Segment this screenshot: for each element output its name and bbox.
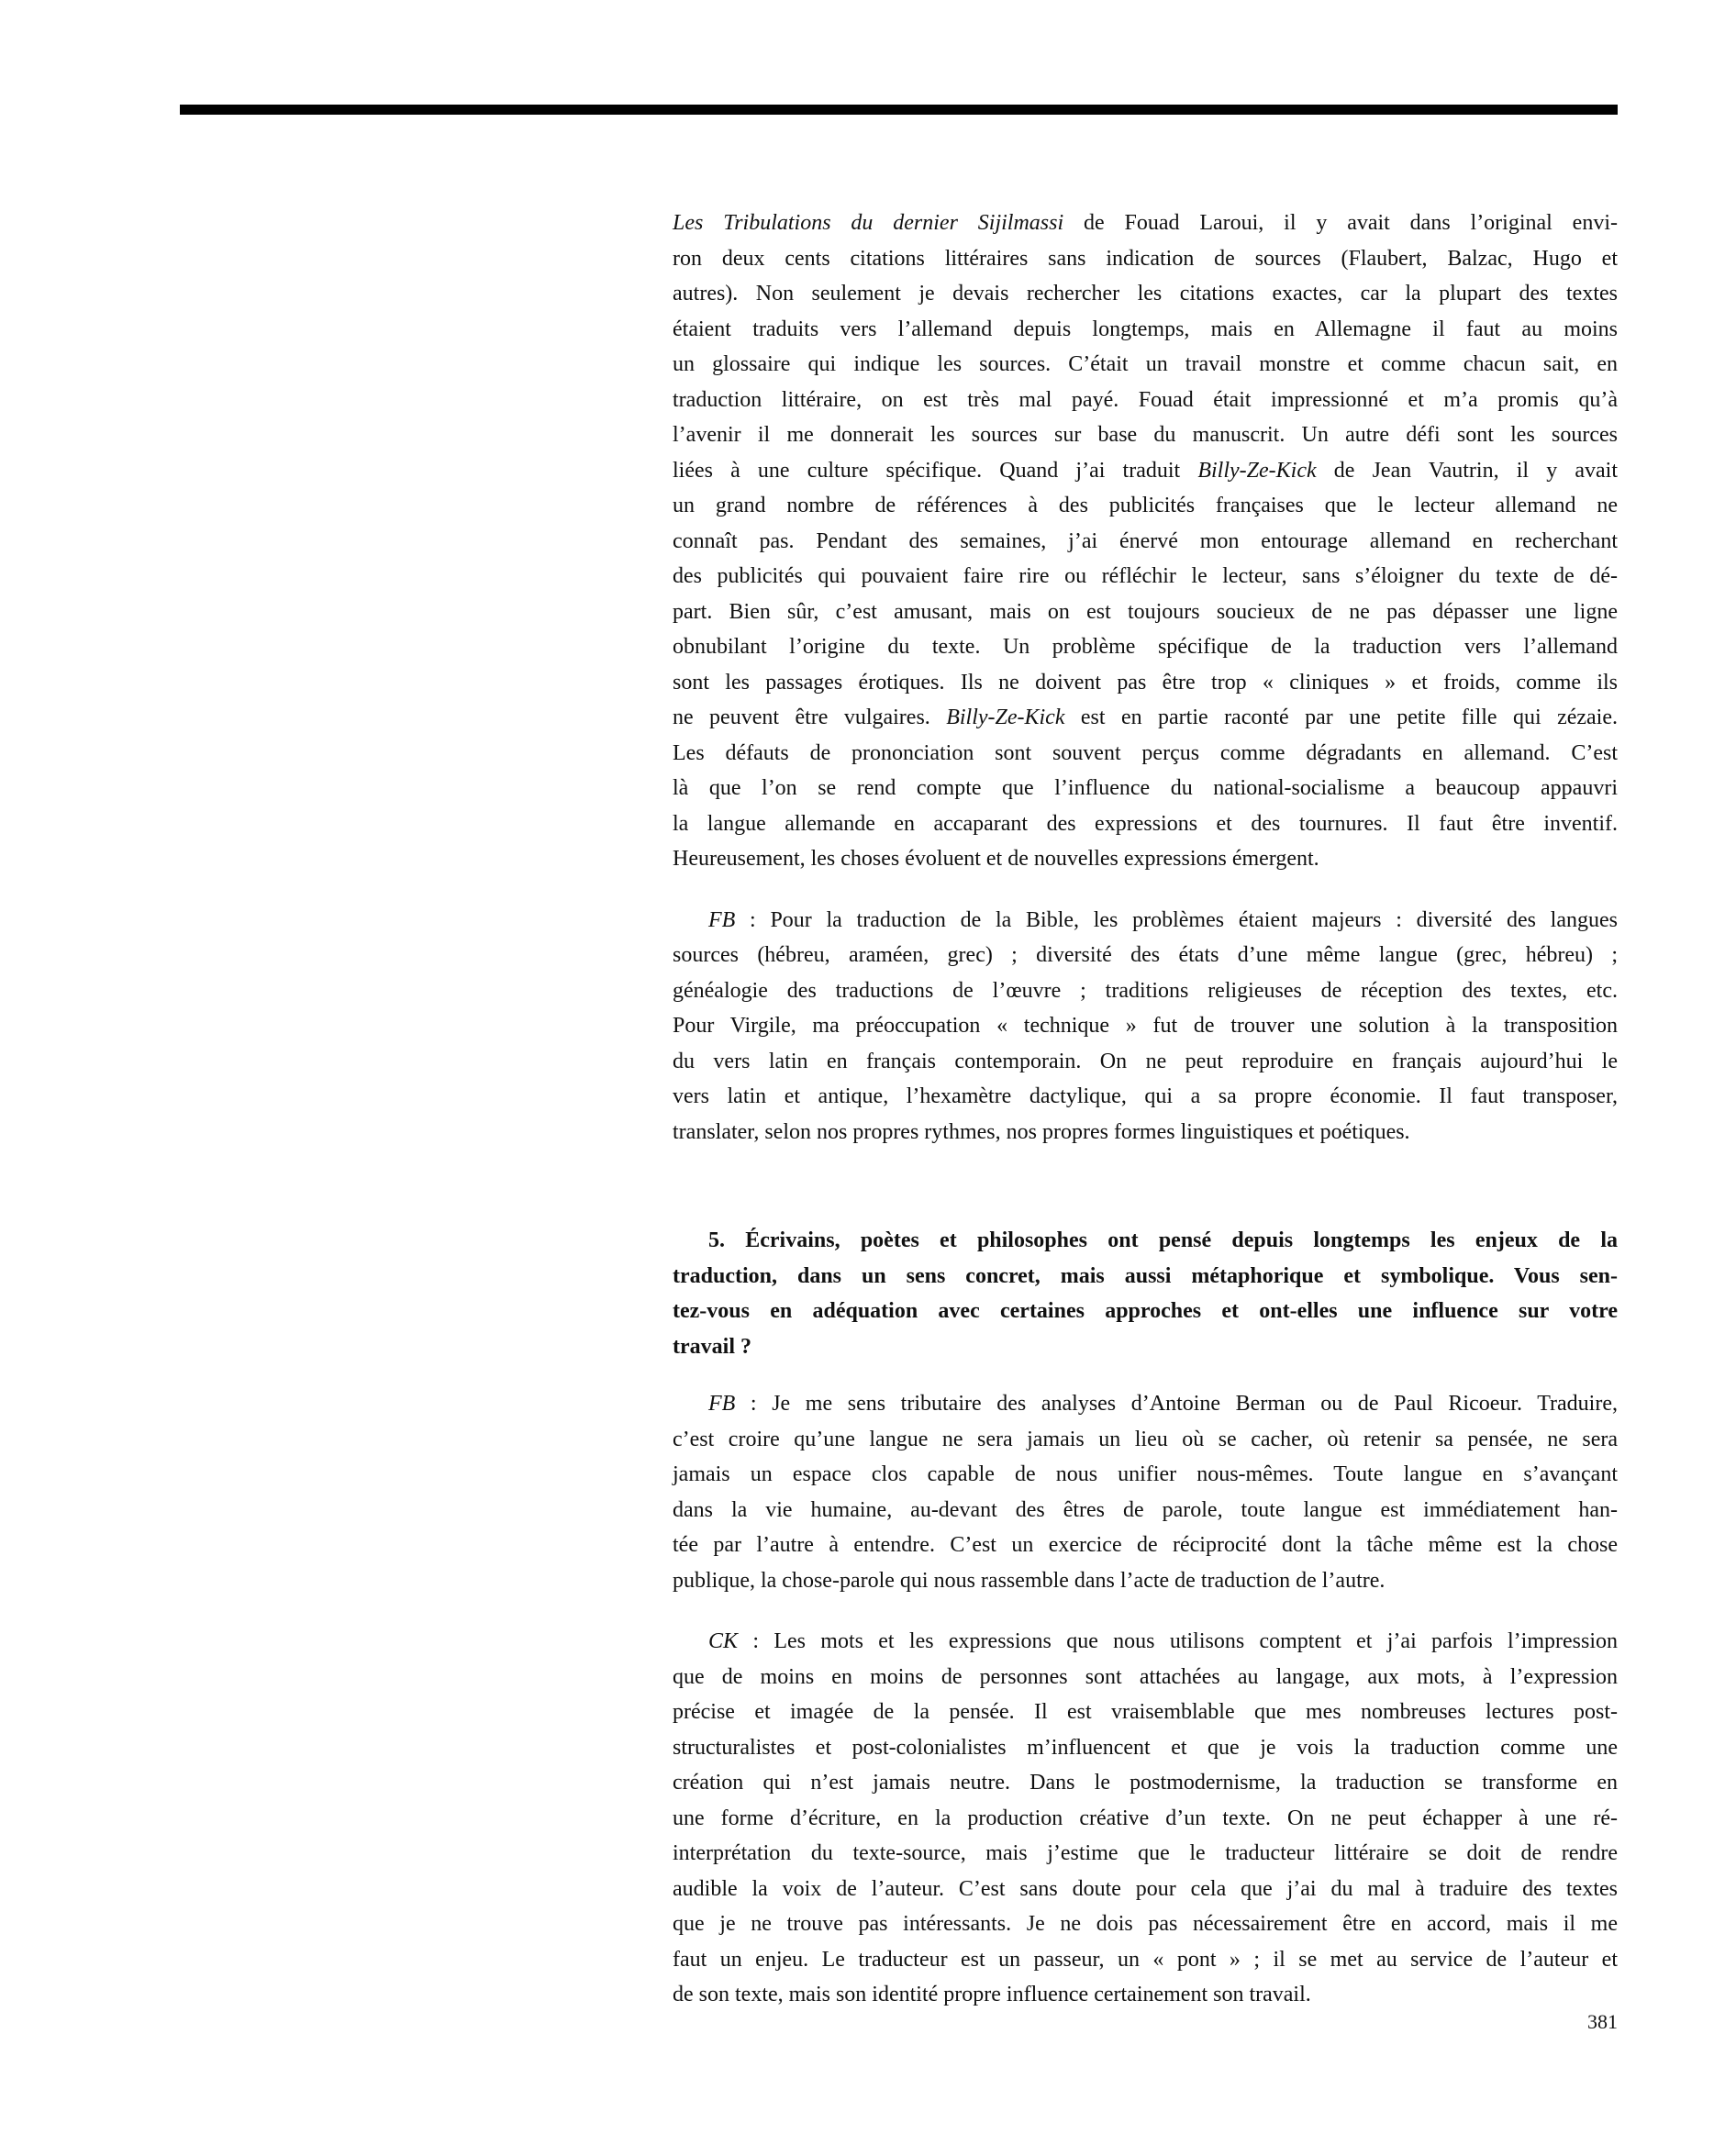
- paragraph-answer-ck: [673, 1624, 1618, 2013]
- text-line: [673, 903, 1618, 939]
- text-run: de son texte, mais son identité propre influence certainement son travail.: [673, 1983, 1311, 2006]
- text-line: [673, 1563, 1618, 1599]
- text-run: interprétation du texte-source, mais j’estime que le traducteur littéraire se doit de rendre: [673, 1841, 1618, 1865]
- text-line: [673, 938, 1618, 973]
- text-run: tée par l’autre à entendre. C’est un exercice de réciprocité dont la tâche même est la chose: [673, 1533, 1618, 1557]
- text-line: [673, 1008, 1618, 1044]
- text-run: des publicités qui pouvaient faire rire ou réfléchir le lecteur, sans s’éloigner du texte de dé-: [673, 564, 1618, 588]
- text-line: [673, 1836, 1618, 1872]
- text-run: : Pour la traduction de la Bible, les problèmes étaient majeurs : diversité des langues: [735, 907, 1618, 932]
- paragraph-answer-fb: [673, 1386, 1618, 1598]
- italic-text-run: FB: [708, 907, 736, 932]
- text-line: [673, 1422, 1618, 1458]
- text-run: est en partie raconté par une petite fille qui zézaie.: [1064, 706, 1618, 729]
- text-run: ne peuvent être vulgaires.: [673, 706, 947, 729]
- text-run: vers latin et antique, l’hexamètre dactylique, qui a sa propre économie. Il faut transposer,: [673, 1084, 1618, 1108]
- text-run: une forme d’écriture, en la production créative d’un texte. On ne peut échapper à une ré-: [673, 1806, 1618, 1830]
- text-line: [673, 806, 1618, 842]
- text-run: un glossaire qui indique les sources. C’était un travail monstre et comme chacun sait, en: [673, 352, 1618, 376]
- italic-text-run: Les Tribulations du dernier Sijilmassi: [673, 211, 1064, 235]
- text-line: [673, 1695, 1618, 1730]
- header-rule: [180, 105, 1618, 115]
- text-line: [673, 1977, 1618, 2013]
- text-line: [673, 1294, 1618, 1329]
- text-line: [673, 1942, 1618, 1978]
- text-line: [673, 1906, 1618, 1942]
- text-line: [673, 1730, 1618, 1766]
- text-run: travail ?: [673, 1334, 751, 1359]
- text-line: [673, 417, 1618, 453]
- text-run: tez-vous en adéquation avec certaines approches et ont-elles une influence sur votre: [673, 1299, 1618, 1323]
- text-line: [673, 1259, 1618, 1295]
- text-line: [673, 771, 1618, 806]
- article-text: [673, 206, 1618, 2013]
- text-line: [673, 595, 1618, 630]
- text-run: Heureusement, les choses évoluent et de nouvelles expressions émergent.: [673, 847, 1319, 871]
- paragraph-answer-continuation: [673, 206, 1618, 877]
- text-run: sont les passages érotiques. Ils ne doivent pas être trop « cliniques » et froids, comme ils: [673, 670, 1618, 695]
- text-run: Les défauts de prononciation sont souvent perçus comme dégradants en allemand. C’est: [673, 740, 1618, 765]
- text-run: dans la vie humaine, au-devant des êtres de parole, toute langue est immédiatement han-: [673, 1497, 1618, 1522]
- text-line: [673, 276, 1618, 312]
- text-line: [673, 1115, 1618, 1150]
- text-run: généalogie des traductions de l’œuvre ; traditions religieuses de réception des textes, etc.: [673, 978, 1618, 1003]
- text-run: obnubilant l’origine du texte. Un problème spécifique de la traduction vers l’allemand: [673, 635, 1618, 659]
- text-run: création qui n’est jamais neutre. Dans le postmodernisme, la traduction se transforme en: [673, 1771, 1618, 1795]
- text-line: [673, 1493, 1618, 1528]
- text-run: connaît pas. Pendant des semaines, j’ai énervé mon entourage allemand en recherchant: [673, 528, 1618, 553]
- text-line: [673, 1044, 1618, 1080]
- italic-text-run: Billy-Ze-Kick: [1197, 458, 1317, 483]
- paragraph-question: [673, 1223, 1618, 1364]
- text-line: [673, 383, 1618, 418]
- text-run: 5. Écrivains, poètes et philosophes ont pensé depuis longtemps les enjeux de la: [708, 1228, 1618, 1252]
- text-run: de Jean Vautrin, il y avait: [1316, 458, 1619, 483]
- text-line: [673, 629, 1618, 665]
- page-number: 381: [1587, 2010, 1618, 2033]
- text-run: jamais un espace clos capable de nous unifier nous-mêmes. Toute langue en s’avançant: [673, 1462, 1618, 1486]
- text-run: traduction, dans un sens concret, mais aussi métaphorique et symbolique. Vous sen-: [673, 1263, 1618, 1288]
- text-run: la langue allemande en accaparant des expressions et des tournures. Il faut être inventif.: [673, 811, 1618, 836]
- text-run: sources (hébreu, araméen, grec) ; diversité des états d’une même langue (grec, hébreu) ;: [673, 943, 1618, 967]
- text-line: [673, 1223, 1618, 1259]
- text-run: : Les mots et les expressions que nous utilisons comptent et j’ai parfois l’impression: [738, 1629, 1618, 1653]
- text-run: c’est croire qu’une langue ne sera jamais un lieu où se cacher, où retenir sa pensée, ne sera: [673, 1427, 1618, 1451]
- text-line: [673, 1660, 1618, 1695]
- text-line: [673, 559, 1618, 595]
- italic-text-run: Billy-Ze-Kick: [946, 706, 1065, 729]
- text-line: [673, 1457, 1618, 1493]
- text-line: [673, 1801, 1618, 1837]
- italic-text-run: CK: [708, 1629, 739, 1653]
- italic-text-run: FB: [708, 1392, 736, 1416]
- text-line: [673, 1329, 1618, 1365]
- text-line: [673, 312, 1618, 348]
- text-line: [673, 488, 1618, 524]
- text-run: précise et imagée de la pensée. Il est vraisemblable que mes nombreuses lectures post-: [673, 1700, 1618, 1724]
- text-line: [673, 1624, 1618, 1660]
- text-line: [673, 347, 1618, 383]
- text-line: [673, 1079, 1618, 1115]
- text-run: : Je me sens tributaire des analyses d’Antoine Berman ou de Paul Ricoeur. Traduire,: [735, 1392, 1618, 1416]
- text-run: publique, la chose-parole qui nous rassemble dans l’acte de traduction de l’autre.: [673, 1568, 1386, 1593]
- text-run: du vers latin en français contemporain. On ne peut reproduire en français aujourd’hui le: [673, 1049, 1618, 1073]
- text-run: translater, selon nos propres rythmes, nos propres formes linguistiques et poétiques.: [673, 1119, 1410, 1144]
- text-line: [673, 841, 1618, 877]
- text-line: [673, 736, 1618, 772]
- text-line: [673, 524, 1618, 560]
- text-run: ron deux cents citations littéraires sans indication de sources (Flaubert, Balzac, Hugo et: [673, 246, 1618, 271]
- text-run: audible la voix de l’auteur. C’est sans doute pour cela que j’ai du mal à traduire des textes: [673, 1876, 1618, 1901]
- text-run: l’avenir il me donnerait les sources sur base du manuscrit. Un autre défi sont les sources: [673, 423, 1618, 447]
- text-line: [673, 973, 1618, 1009]
- text-line: [673, 241, 1618, 277]
- text-run: Pour Virgile, ma préoccupation « technique » fut de trouver une solution à la transposition: [673, 1014, 1618, 1038]
- paragraph-answer-fb: [673, 903, 1618, 1150]
- text-run: un grand nombre de références à des publicités françaises que le lecteur allemand ne: [673, 494, 1618, 517]
- text-line: [673, 1765, 1618, 1801]
- text-line: [673, 453, 1618, 489]
- text-line: [673, 665, 1618, 701]
- text-run: traduction littéraire, on est très mal payé. Fouad était impressionné et m’a promis qu’à: [673, 387, 1618, 412]
- text-run: autres). Non seulement je devais rechercher les citations exactes, car la plupart des textes: [673, 282, 1618, 306]
- text-line: [673, 700, 1618, 736]
- text-line: [673, 1386, 1618, 1422]
- text-run: part. Bien sûr, c’est amusant, mais on est toujours soucieux de ne pas dépasser une ligne: [673, 599, 1618, 624]
- text-run: structuralistes et post-colonialistes m’influencent et que je vois la traduction comme une: [673, 1735, 1618, 1760]
- text-run: que je ne trouve pas intéressants. Je ne dois pas nécessairement être en accord, mais il me: [673, 1912, 1618, 1936]
- text-run: là que l’on se rend compte que l’influence du national-socialisme a beaucoup appauvri: [673, 776, 1618, 800]
- text-line: [673, 206, 1618, 241]
- text-run: liées à une culture spécifique. Quand j’ai traduit: [673, 458, 1198, 483]
- text-line: [673, 1872, 1618, 1907]
- text-line: [673, 1528, 1618, 1563]
- text-run: de Fouad Laroui, il y avait dans l’original envi-: [1063, 211, 1618, 235]
- text-run: étaient traduits vers l’allemand depuis longtemps, mais en Allemagne il faut au moins: [673, 317, 1618, 341]
- text-run: que de moins en moins de personnes sont attachées au langage, aux mots, à l’expression: [673, 1664, 1618, 1689]
- text-run: faut un enjeu. Le traducteur est un passeur, un « pont » ; il se met au service de l’auteur et: [673, 1947, 1618, 1972]
